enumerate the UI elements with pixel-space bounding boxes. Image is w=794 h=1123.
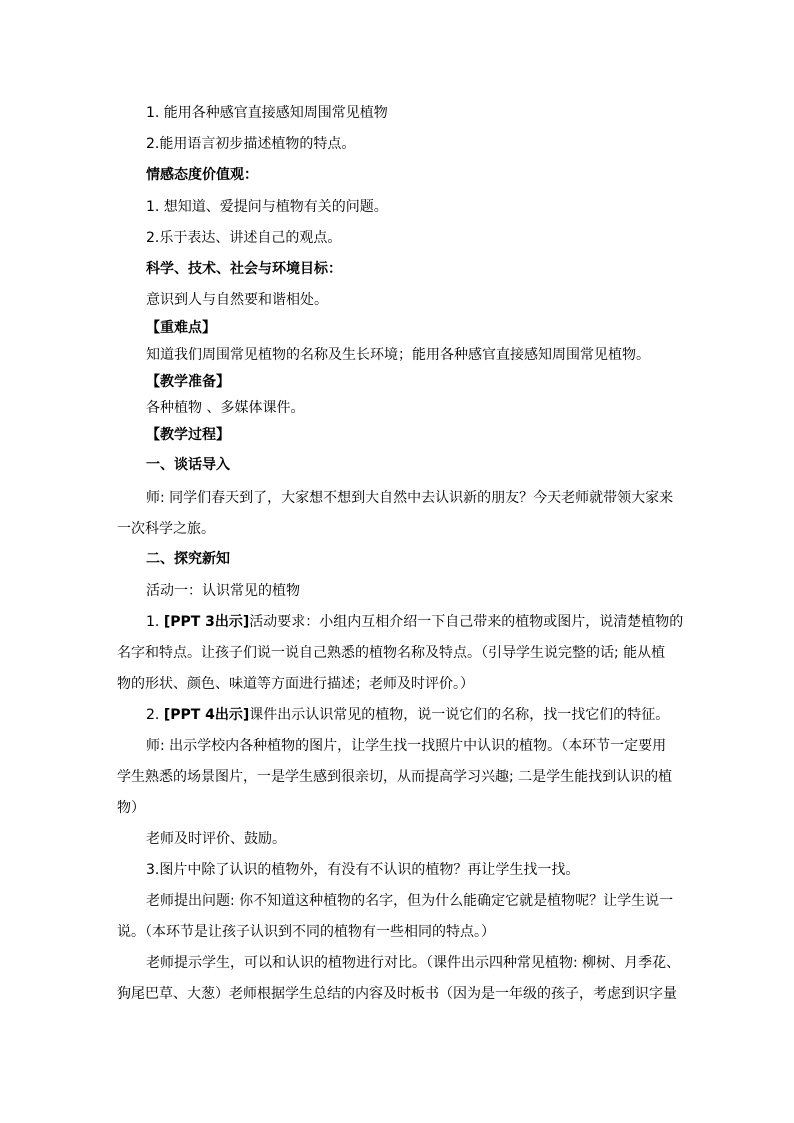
- section-2-title: 二、探究新知: [146, 551, 230, 567]
- objective-1: 1. 能用各种感官直接感知周围常见植物: [146, 105, 388, 121]
- key-points-text: 知道我们周围常见植物的名称及生长环境；能用各种感官直接感知周围常见植物。: [146, 347, 650, 363]
- step-2-number: 2.: [146, 707, 164, 723]
- heading-teaching-prep: 【教学准备】: [146, 374, 230, 390]
- teacher-question-line1: 老师提出问题: 你不知道这种植物的名字，但为什么能确定它就是植物呢？让学生说一: [146, 893, 674, 909]
- ppt-4-label: [PPT 4出示]: [163, 707, 250, 723]
- emotion-1: 1. 想知道、爱提问与植物有关的问题。: [146, 199, 388, 215]
- heading-key-points: 【重难点】: [146, 320, 216, 336]
- step-2-text: 课件出示认识常见的植物，说一说它们的名称，找一找它们的特征。: [249, 707, 670, 723]
- sts-goal-text: 意识到人与自然要和谐相处。: [146, 292, 328, 308]
- emotion-2: 2.乐于表达、讲述自己的观点。: [146, 230, 342, 246]
- paragraph-intro-line2: 一次科学之旅。: [117, 521, 215, 537]
- teacher-evaluate: 老师及时评价、鼓励。: [146, 831, 286, 847]
- step-3-line: 3.图片中除了认识的植物外，有没有不认识的植物？再让学生找一找。: [146, 862, 580, 878]
- heading-sts-goals: 科学、技术、社会与环境目标：: [146, 261, 342, 277]
- teacher-photo-line1: 师: 出示学校内各种植物的图片，让学生找一找照片中认识的植物。（本环节一定要用: [146, 738, 667, 754]
- heading-teaching-process: 【教学过程】: [146, 427, 230, 443]
- step-1-text: 活动要求：小组内互相介绍一下自己带来的植物或图片，说清楚植物的: [249, 614, 684, 630]
- teacher-hint-line1: 老师提示学生，可以和认识的植物进行对比。（课件出示四种常见植物: 柳树、月季花、: [146, 955, 681, 971]
- teacher-question-line2: 说。（本环节是让孩子认识到不同的植物有一些相同的特点。）: [117, 924, 495, 940]
- activity-1-title: 活动一：认识常见的植物: [146, 583, 300, 599]
- teacher-hint-line2: 狗尾巴草、大葱）老师根据学生总结的内容及时板书（因为是一年级的孩子，考虑到识字量: [117, 986, 677, 1002]
- step-1-line1: [146, 613, 683, 631]
- step-1-line3: 物的形状、颜色、味道等方面进行描述；老师及时评价。）: [117, 676, 474, 692]
- objective-2: 2.能用语言初步描述植物的特点。: [146, 136, 356, 152]
- section-1-title: 一、谈话导入: [146, 457, 230, 473]
- teacher-photo-line2: 学生熟悉的场景图片，一是学生感到很亲切，从而提高学习兴趣; 二是学生能找到认识的植: [117, 769, 673, 785]
- teacher-photo-line3: 物）: [117, 800, 145, 816]
- paragraph-intro-line1: 师: 同学们春天到了，大家想不想到大自然中去认识新的朋友？今天老师就带领大家来: [146, 490, 674, 506]
- step-1-number: 1.: [146, 614, 164, 630]
- heading-emotion-values: 情感态度价值观：: [146, 167, 258, 183]
- teaching-prep-text: 各种植物 、多媒体课件。: [146, 400, 305, 416]
- step-2-line1: [146, 706, 669, 724]
- step-1-line2: 名字和特点。让孩子们说一说自己熟悉的植物名称及特点。（引导学生说完整的话; 能从植: [117, 645, 666, 661]
- ppt-3-label: [PPT 3出示]: [163, 614, 250, 630]
